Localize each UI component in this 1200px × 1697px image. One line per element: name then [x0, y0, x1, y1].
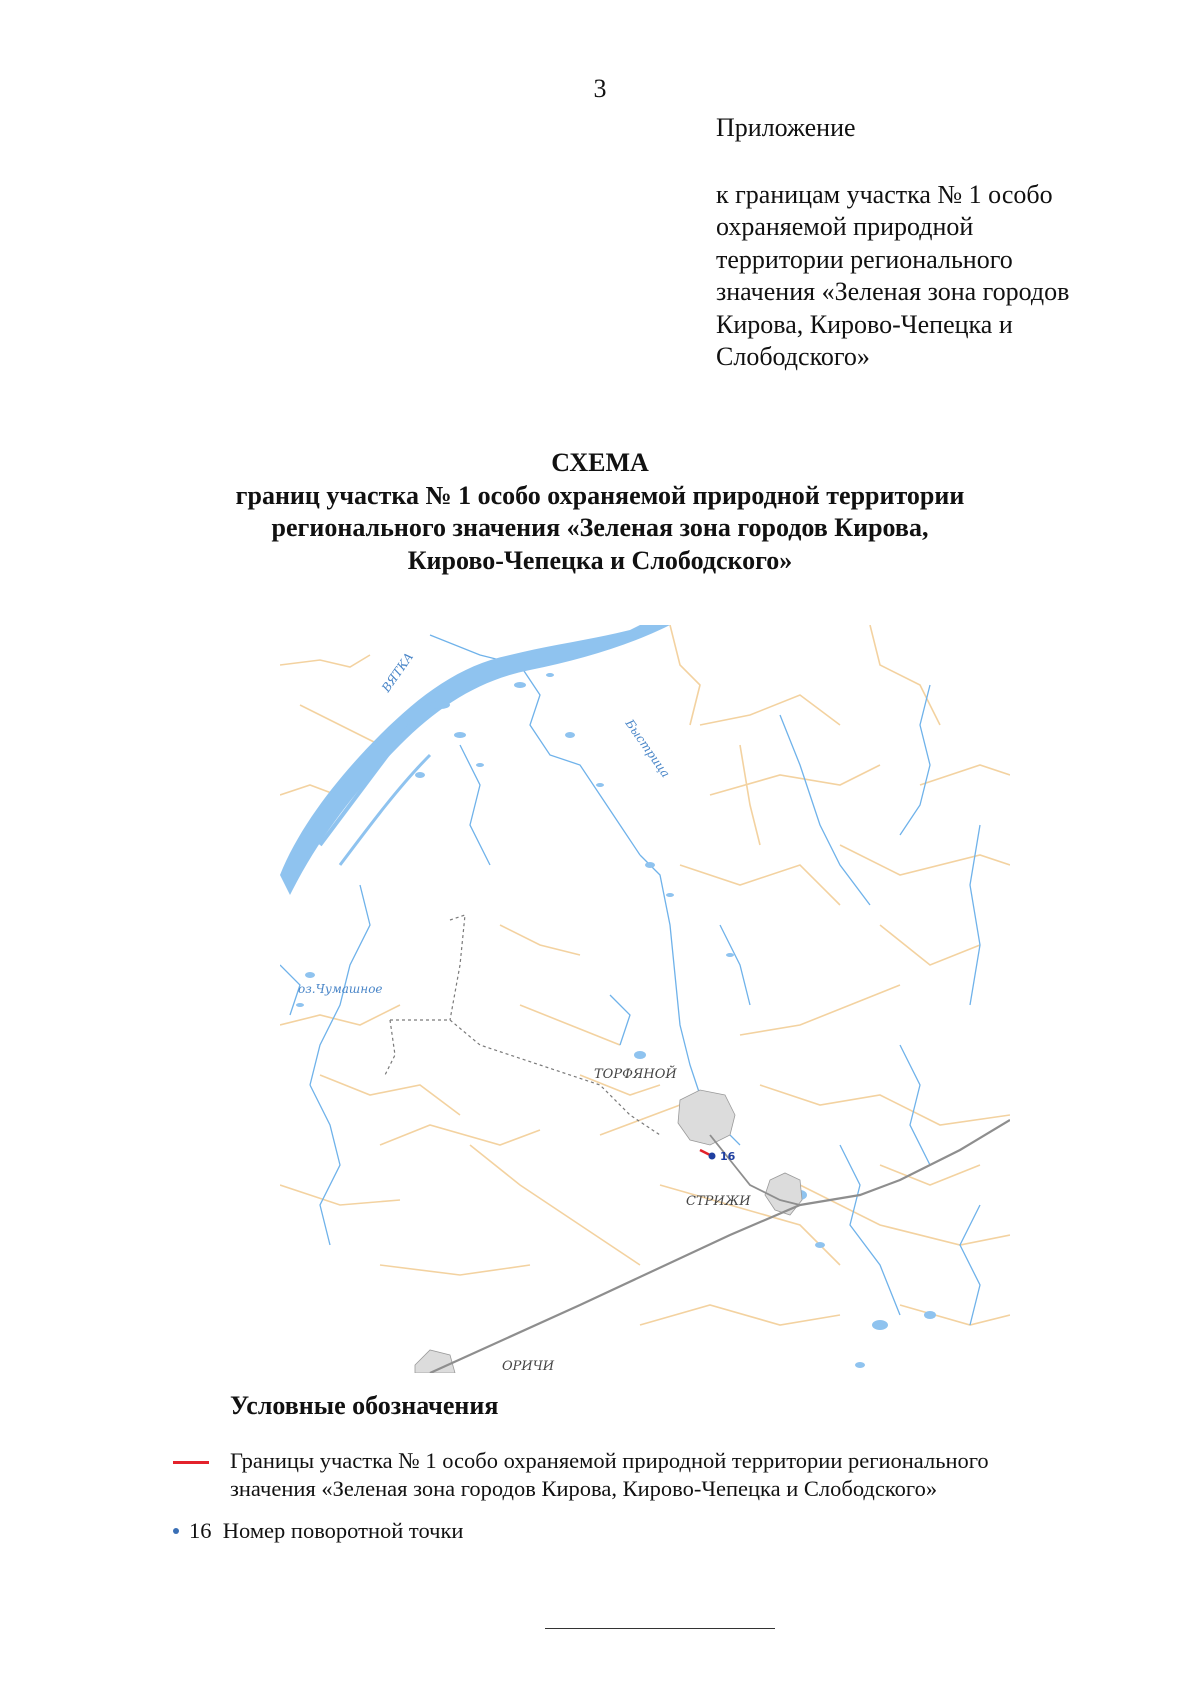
- turning-point-marker: [709, 1153, 716, 1160]
- legend-boundary-line: Границы участка № 1 особо охраняемой природной территории регионального: [230, 1448, 989, 1473]
- label-village-strizhi: СТРИЖИ: [686, 1194, 751, 1209]
- legend-boundary-text: [230, 1447, 1118, 1503]
- map-canvas: [280, 625, 1010, 1373]
- legend-item-turning-point: [173, 1517, 463, 1545]
- label-river-bystritsa: Быстрица: [622, 716, 673, 781]
- appendix-block: [716, 112, 1136, 374]
- legend-point-text: Номер поворотной точки: [222, 1518, 464, 1543]
- scheme-subtitle-line: регионального значения «Зеленая зона городов Кирова,: [271, 513, 929, 542]
- legend-boundary-line: значения «Зеленая зона городов Кирова, Кирово-Чепецка и Слободского»: [230, 1476, 938, 1501]
- footer-divider: [545, 1628, 775, 1629]
- legend-title: Условные обозначения: [230, 1391, 499, 1420]
- legend-point-dot: [173, 1528, 179, 1534]
- river-vyatka: [280, 625, 670, 895]
- label-river-vyatka: ВЯТКА: [378, 649, 417, 695]
- label-village-orichi: ОРИЧИ: [502, 1359, 555, 1373]
- label-turning-point: 16: [720, 1150, 736, 1163]
- scheme-subtitle-line: Кирово-Чепецка и Слободского»: [407, 545, 793, 575]
- settlement-torfyanoy: [678, 1090, 735, 1145]
- scheme-title: СХЕМА: [551, 448, 649, 477]
- legend-point-number: 16: [189, 1518, 212, 1543]
- appendix-line: территории регионального: [716, 244, 1013, 274]
- appendix-line: значения «Зеленая зона городов: [716, 277, 1070, 306]
- scheme-subtitle-line: границ участка № 1 особо охраняемой природной территории: [235, 480, 965, 510]
- tracks-layer: [385, 915, 660, 1135]
- appendix-line: охраняемой природной: [716, 212, 974, 241]
- appendix-line: к границам участка № 1 особо: [716, 179, 1053, 209]
- legend-item-boundary: [173, 1447, 1118, 1507]
- legend-boundary-swatch: [173, 1461, 209, 1464]
- label-lake: оз.Чумашное: [298, 982, 383, 996]
- scheme-heading: [0, 447, 1200, 577]
- settlement-strizhi: [765, 1173, 802, 1215]
- label-village-torfyanoy: ТОРФЯНОЙ: [594, 1067, 677, 1082]
- appendix-line: Кирова, Кирово-Чепецка и: [716, 309, 1013, 339]
- appendix-title: Приложение: [716, 113, 856, 142]
- appendix-line: Слободского»: [716, 342, 870, 371]
- boundary-map: [280, 625, 1010, 1373]
- page-number: 3: [593, 74, 607, 103]
- river-branch: [320, 725, 410, 845]
